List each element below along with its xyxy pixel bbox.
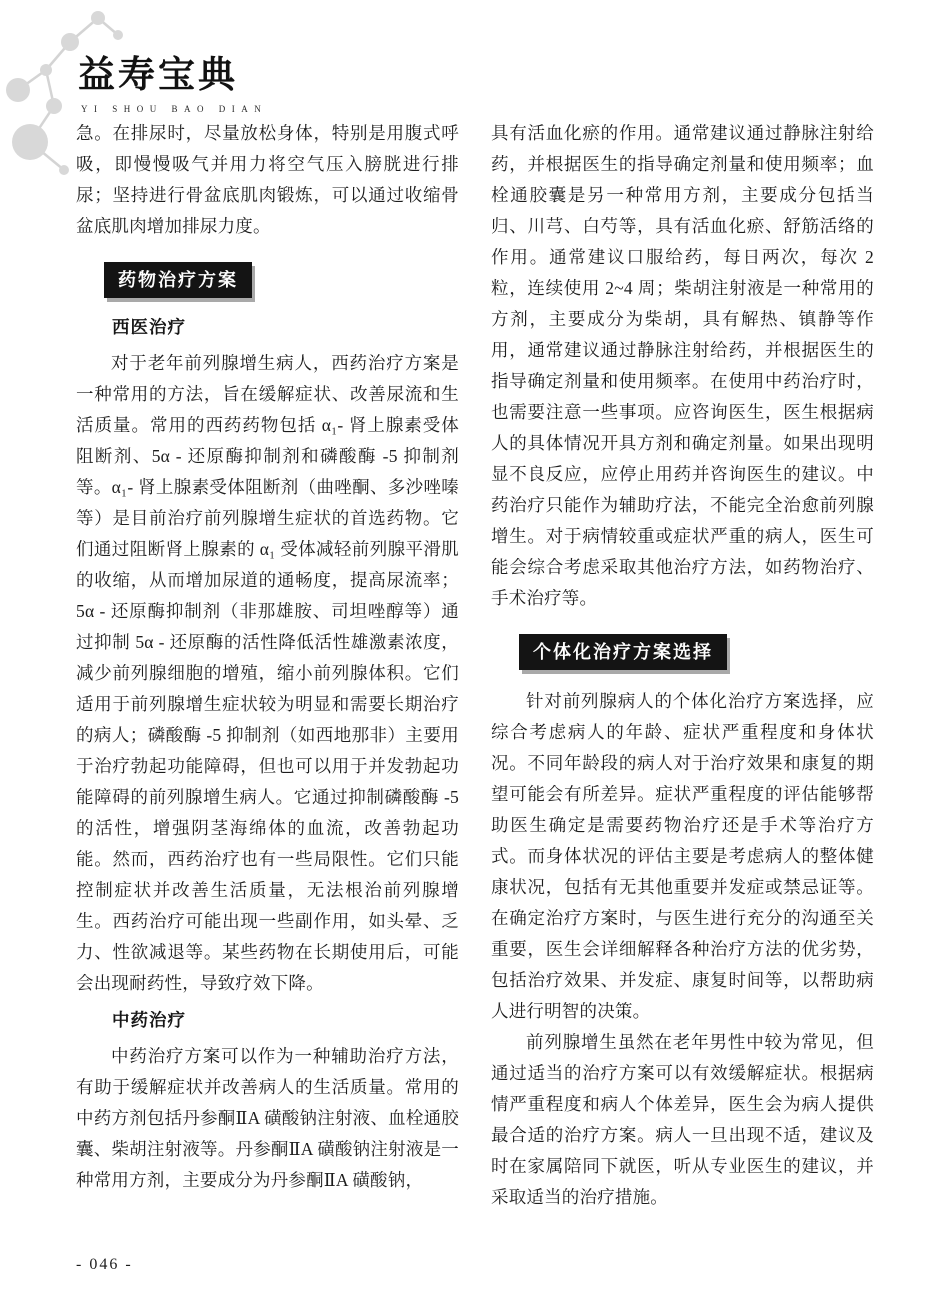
logo-subtitle: YI SHOU BAO DIAN xyxy=(81,104,268,114)
badge-row xyxy=(519,634,874,670)
section-badge-individualized-plan: 个体化治疗方案选择 xyxy=(519,634,727,670)
article-body xyxy=(76,118,874,1213)
left-column xyxy=(76,118,459,1213)
paragraph-chinese-medicine-continuation: 具有活血化瘀的作用。通常建议通过静脉注射给药，并根据医生的指导确定剂量和使用频率；血栓通胶囊是另一种常用方剂，主要成分包括当归、川芎、白芍等，具有活血化瘀、舒筋活络的作用。通常建议口服给药，每日两次，每次 2 粒，连续使用 2~4 周；柴胡注射液是一种常用的方剂，主要成分为柴胡，具有解热、镇静等作用，通常建议通过静脉注射给药，并根据医生的指导确定剂量和使用频率。在使用中药治疗时，也需要注意一些事项。应咨询医生，医生根据病人的具体情况开具方剂和确定剂量。如果出现明显不良反应，应停止用药并咨询医生的建议。中药治疗只能作为辅助疗法，不能完全治愈前列腺增生。对于病情较重或症状严重的病人，医生可能会综合考虑采取其他治疗方法，如药物治疗、手术治疗等。 xyxy=(491,123,874,608)
paragraph-western-medicine: 对于老年前列腺增生病人，西药治疗方案是一种常用的方法，旨在缓解症状、改善尿流和生活质量。常用的西药药物包括 α₁- 肾上腺素受体阻断剂、5α - 还原酶抑制剂和磷酸酶 -5 抑制剂等。α₁- 肾上腺素受体阻断剂（曲唑酮、多沙唑嗪等）是目前治疗前列腺增生症状的首选药物。它们通过阻断肾上腺素的 α₁ 受体减轻前列腺平滑肌的收缩，从而增加尿道的通畅度，提高尿流率；5α - 还原酶抑制剂（非那雄胺、司坦唑醇等）通过抑制 5α - 还原酶的活性降低活性雄激素浓度，减少前列腺细胞的增殖，缩小前列腺体积。它们适用于前列腺增生症状较为明显和需要长期治疗的病人；磷酸酶 -5 抑制剂（如西地那非）主要用于治疗勃起功能障碍，但也可以用于并发勃起功能障碍的前列腺增生病人。它通过抑制磷酸酶 -5 的活性，增强阴茎海绵体的血流，改善勃起功能。然而，西药治疗也有一些局限性。它们只能控制症状并改善生活质量，无法根治前列腺增生。西药治疗可能出现一些副作用，如头晕、乏力、性欲减退等。某些药物在长期使用后，可能会出现耐药性，导致疗效下降。 xyxy=(76,353,459,993)
page-number: - 046 - xyxy=(76,1256,133,1273)
subhead-western-medicine: 西医治疗 xyxy=(112,317,186,337)
section-badge-drug-treatment: 药物治疗方案 xyxy=(104,262,252,298)
page-footer xyxy=(76,1256,133,1274)
badge-row xyxy=(104,262,459,298)
masthead xyxy=(78,44,267,114)
paragraph-intro-continuation: 急。在排尿时，尽量放松身体，特别是用腹式呼吸，即慢慢吸气并用力将空气压入膀胱进行排尿；坚持进行骨盆底肌肉锻炼，可以通过收缩骨盆底肌肉增加排尿力度。 xyxy=(76,123,459,236)
right-column xyxy=(491,118,874,1213)
paragraph-closing: 前列腺增生虽然在老年男性中较为常见，但通过适当的治疗方案可以有效缓解症状。根据病情严重程度和病人个体差异，医生会为病人提供最合适的治疗方案。病人一旦出现不适，建议及时在家属陪同下就医，听从专业医生的建议，并采取适当的治疗措施。 xyxy=(491,1032,874,1207)
paragraph-individualized-plan: 针对前列腺病人的个体化治疗方案选择，应综合考虑病人的年龄、症状严重程度和身体状况。不同年龄段的病人对于治疗效果和康复的期望可能会有所差异。症状严重程度的评估能够帮助医生确定是需要药物治疗还是手术等治疗方式。而身体状况的评估主要是考虑病人的整体健康状况，包括有无其他重要并发症或禁忌证等。在确定治疗方案时，与医生进行充分的沟通至关重要，医生会详细解释各种治疗方法的优劣势，包括治疗效果、并发症、康复时间等，以帮助病人进行明智的决策。 xyxy=(491,691,874,1021)
subhead-chinese-medicine: 中药治疗 xyxy=(112,1010,186,1030)
paragraph-chinese-medicine: 中药治疗方案可以作为一种辅助治疗方法，有助于缓解症状并改善病人的生活质量。常用的中药方剂包括丹参酮ⅡA 磺酸钠注射液、血栓通胶囊、柴胡注射液等。丹参酮ⅡA 磺酸钠注射液是一种常用方剂，主要成分为丹参酮ⅡA 磺酸钠， xyxy=(76,1046,459,1190)
logo-title: 益寿宝典 xyxy=(78,54,238,95)
